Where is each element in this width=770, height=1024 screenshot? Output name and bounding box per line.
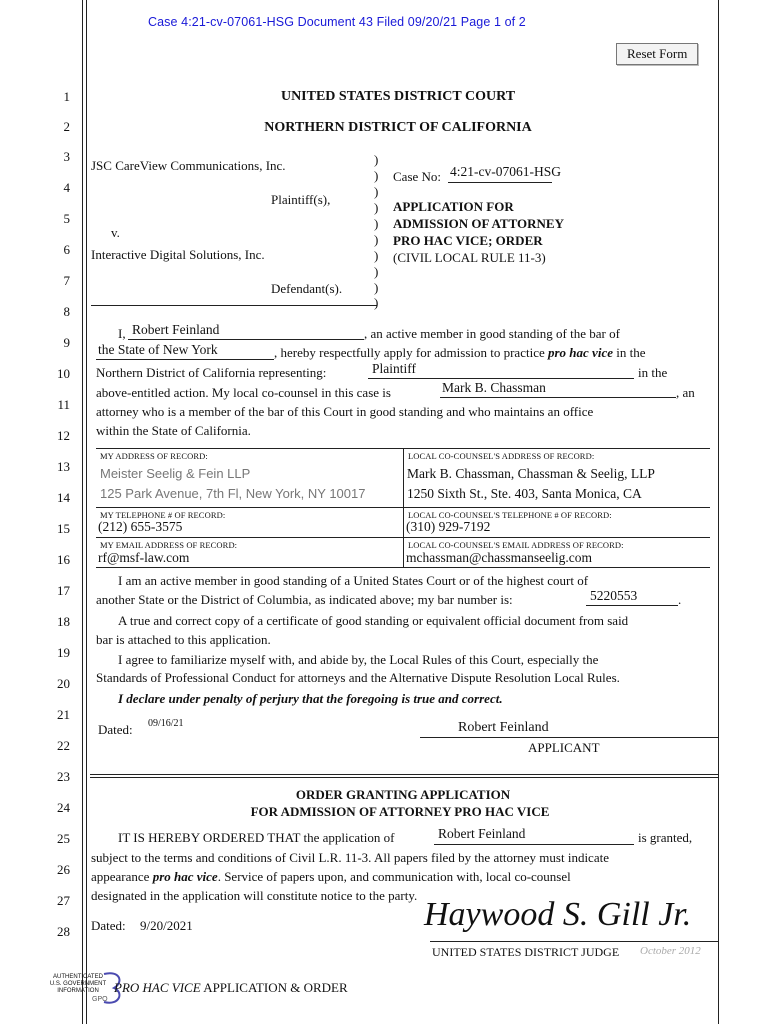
order-title-1: ORDER GRANTING APPLICATION [295,787,511,802]
line-number: 19 [57,645,70,660]
attorney-name-field[interactable]: Robert Feinland [132,322,220,337]
paren: ) [374,232,379,247]
line-number: 13 [57,459,70,474]
my-address-line2-field[interactable]: 125 Park Avenue, 7th Fl, New York, NY 10017 [100,486,366,501]
paren: ) [374,200,379,215]
bar-number-field[interactable]: 5220553 [590,588,638,603]
my-phone-field[interactable]: (212) 655-3575 [98,519,183,534]
table-center-rule [403,448,404,568]
order-divider-2 [90,777,718,778]
line-number: 12 [57,428,70,443]
order-text-1b: is granted, [638,830,693,845]
paren: ) [374,280,379,295]
gpo-seal-gpo: GPO [92,996,108,1003]
party-field[interactable]: Plaintiff [372,361,417,376]
line-number: 18 [57,614,70,629]
order-date-field[interactable]: 9/20/2021 [140,918,193,933]
defendant-label: Defendant(s). [271,281,343,296]
cocounsel-name-field[interactable]: Mark B. Chassman [442,380,546,395]
title-line-2: ADMISSION OF ATTORNEY [393,216,564,231]
line-number: 1 [63,89,70,104]
order-text-2: subject to the terms and conditions of Civil L.R. 11-3. All papers filed by the attorney must indicate [91,850,609,865]
my-email-label: MY EMAIL ADDRESS OF RECORD: [100,540,238,550]
line-number: 14 [57,490,70,505]
line-number: 27 [57,893,70,908]
order-text-1a: IT IS HEREBY ORDERED THAT the application of [118,830,395,845]
local-address-line1-field[interactable]: Mark B. Chassman, Chassman & Seelig, LLP [407,466,655,481]
order-text-3: appearance pro hac vice. Service of papers upon, and communication with, local co-counsel [91,869,571,884]
in-the-text: in the [638,365,668,380]
judge-label: UNITED STATES DISTRICT JUDGE [432,945,620,959]
bar-number-underline [586,605,678,606]
form-revision: October 2012 [640,945,701,957]
defendant-name: Interactive Digital Solutions, Inc. [91,247,265,262]
within-text: within the State of California. [96,423,251,438]
versus: v. [111,225,120,240]
footer-title: PRO HAC VICE APPLICATION & ORDER [114,980,348,995]
my-phone-label: MY TELEPHONE # OF RECORD: [100,510,226,520]
case-no-underline [448,182,552,183]
cocounsel-name-underline [440,397,676,398]
margin-rule-left-2 [86,0,87,1024]
local-email-label: LOCAL CO-COUNSEL'S EMAIL ADDRESS OF RECORD: [408,540,624,550]
local-address-line2-field[interactable]: 1250 Sixth St., Ste. 403, Santa Monica, CA [407,486,642,501]
line-number: 17 [57,583,70,598]
margin-rule-right [718,0,719,1024]
margin-rule-left-1 [82,0,83,1024]
my-address-line1-field[interactable]: Meister Seelig & Fein LLP [100,466,251,481]
paren: ) [374,184,379,199]
line-number: 15 [57,521,70,536]
party-underline [368,378,634,379]
my-address-label: MY ADDRESS OF RECORD: [100,451,208,461]
line-number: 25 [57,831,70,846]
line-number: 10 [57,366,70,381]
member-text: attorney who is a member of the bar of this Court in good standing and who maintains an office [96,404,594,419]
local-address-label: LOCAL CO-COUNSEL'S ADDRESS OF RECORD: [408,451,595,461]
table-row-rule-1 [96,507,710,508]
apply-text: , hereby respectfully apply for admission to practice pro hac vice in the [274,345,646,360]
line-number: 21 [57,707,70,722]
cocounsel-text: above-entitled action. My local co-counsel in this case is [96,385,391,400]
line-number: 2 [63,119,70,134]
statement-3b: Standards of Professional Conduct for attorneys and the Alternative Dispute Resolution Local Rules. [96,670,620,685]
line-number: 8 [63,304,70,319]
line-number: 5 [63,211,70,226]
gpo-seal-text: AUTHENTICATED U.S. GOVERNMENT INFORMATION [49,974,107,994]
bar-text: , an active member in good standing of the bar of [364,326,620,341]
applicant-dated-label: Dated: [98,722,133,737]
title-line-4: (CIVIL LOCAL RULE 11-3) [393,250,546,265]
court-district: NORTHERN DISTRICT OF CALIFORNIA [264,120,532,135]
declaration: I declare under penalty of perjury that the foregoing is true and correct. [118,691,503,706]
caption-bottom-rule [91,305,377,306]
paren: ) [374,295,379,310]
applicant-date-field[interactable]: 09/16/21 [148,718,184,729]
paren: ) [374,216,379,231]
table-row-rule-2 [96,537,710,538]
title-line-1: APPLICATION FOR [393,199,514,214]
title-line-3: PRO HAC VICE; ORDER [393,233,543,248]
order-divider-1 [90,774,718,775]
local-email-field[interactable]: mchassman@chassmanseelig.com [406,550,593,565]
judge-signature-line [430,941,718,942]
bar-number-period: . [678,592,682,607]
my-email-field[interactable]: rf@msf-law.com [98,550,190,565]
judge-signature: Haywood S. Gill Jr. [424,896,692,933]
line-number: 4 [63,180,70,195]
statement-3a: I agree to familiarize myself with, and abide by, the Local Rules of this Court, especially the [118,652,599,667]
app-i-prefix: I, [118,326,126,341]
paren: ) [374,168,379,183]
plaintiff-name: JSC CareView Communications, Inc. [91,158,286,173]
line-number: 9 [63,335,70,350]
local-phone-field[interactable]: (310) 929-7192 [406,519,491,534]
line-number: 23 [57,769,70,784]
table-bottom-rule [96,567,710,568]
ecf-header-caption: Case 4:21-cv-07061-HSG Document 43 Filed 09/20/21 Page 1 of 2 [148,15,526,29]
order-title-2: FOR ADMISSION OF ATTORNEY PRO HAC VICE [250,804,550,819]
court-name: UNITED STATES DISTRICT COURT [280,89,516,104]
applicant-signature-line [420,737,718,738]
applicant-signature-field[interactable]: Robert Feinland [458,720,549,735]
line-number: 20 [57,676,70,691]
order-applicant-field[interactable]: Robert Feinland [438,826,526,841]
line-number: 7 [63,273,70,288]
line-number: 22 [57,738,70,753]
line-number: 11 [57,397,70,412]
paren: ) [374,248,379,263]
line-number: 28 [57,924,70,939]
bar-state-field[interactable]: the State of New York [98,342,218,357]
line-number: 16 [57,552,70,567]
local-phone-label: LOCAL CO-COUNSEL'S TELEPHONE # OF RECORD: [408,510,612,520]
reset-form-button[interactable]: Reset Form [616,43,698,65]
case-no-label: Case No: [393,169,442,184]
line-number: 3 [63,149,70,164]
statement-2b: bar is attached to this application. [96,632,271,647]
order-text-4: designated in the application will constitute notice to the party. [91,888,418,903]
line-number: 26 [57,862,70,877]
line-number: 6 [63,242,70,257]
line-number: 24 [57,800,70,815]
paren: ) [374,264,379,279]
bar-state-underline [96,359,274,360]
case-no-field[interactable]: 4:21-cv-07061-HSG [450,164,561,179]
representing-text: Northern District of California representing: [96,365,327,380]
plaintiff-label: Plaintiff(s), [271,192,331,207]
order-applicant-underline [434,844,634,845]
statement-2a: A true and correct copy of a certificate of good standing or equivalent official document from said [118,613,629,628]
order-dated-label: Dated: [91,918,126,933]
an-text: , an [676,385,695,400]
statement-1a: I am an active member in good standing of a United States Court or of the highest court of [118,573,589,588]
applicant-label: APPLICANT [528,740,600,755]
statement-1b: another State or the District of Columbia, as indicated above; my bar number is: [96,592,513,607]
attorney-name-underline [128,339,364,340]
paren: ) [374,152,379,167]
